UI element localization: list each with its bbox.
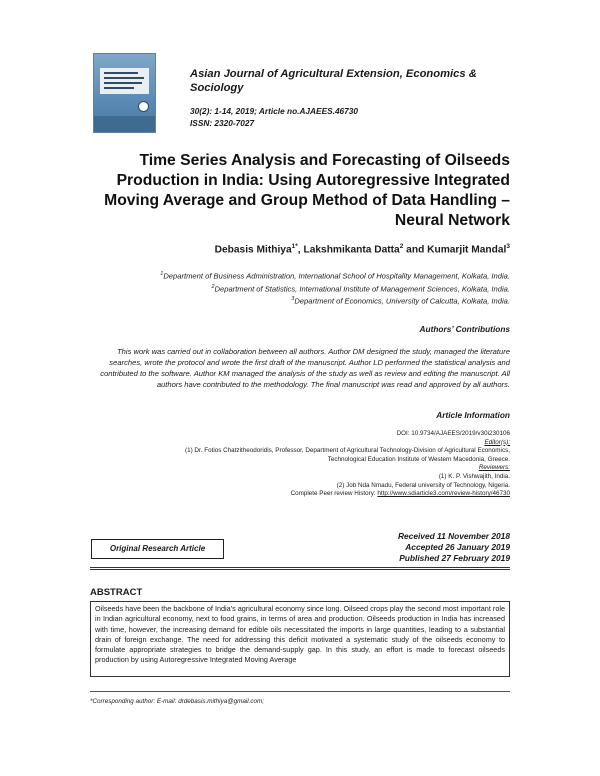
article-info	[90, 430, 510, 499]
abstract-heading: ABSTRACT	[90, 587, 143, 598]
affiliations	[100, 269, 510, 307]
issn: ISSN: 2320-7027	[190, 118, 255, 128]
date-accepted: Accepted 26 January 2019	[405, 542, 510, 552]
author-name: Debasis Mithiya	[214, 244, 292, 256]
affil-marker: 1	[160, 271, 164, 277]
corresponding-author-footnote: *Corresponding author: E-mail: drdebasis.mithiya@gmail.com;	[90, 698, 265, 705]
citation: 30(2): 1-14, 2019; Article no.AJAEES.46730	[190, 106, 359, 116]
author-affil-marker: 1*	[291, 243, 298, 250]
editor-entry-cont: Technological Education Institute of Western Macedonia, Greece.	[327, 455, 510, 463]
date-received: Received 11 November 2018	[397, 531, 510, 541]
author-name: Kumarjit Mandal	[427, 244, 507, 256]
affiliation	[100, 294, 510, 307]
doi: DOI: 10.9734/AJAEES/2019/v30i230106	[396, 430, 510, 437]
journal-name: Asian Journal of Agricultural Extension, Economics & Sociology	[190, 68, 477, 94]
reviewer-entry: (1) K. P. Vishwajith, India.	[438, 472, 510, 480]
author-affil-marker: 3	[506, 243, 510, 250]
affiliation	[100, 282, 510, 295]
affil-marker: 3	[291, 296, 295, 303]
editors-label: Editor(s):	[484, 438, 510, 446]
author-name: Lakshmikanta Datta	[303, 244, 400, 256]
author-affil-marker: 2	[399, 243, 404, 250]
contributions-text: This work was carried out in collaboration between all authors. Author DM designed the study, managed the literature searches, wrote the protocol and wrote the first draft of the manuscript. Author LD performed the statistical analysis and contributed to the software. Author KM managed the analysis of the study as well as review and editing the manuscript. All authors have contributed to the methodology. The final manuscript was read and approved by all authors.	[100, 347, 510, 389]
divider	[90, 567, 510, 568]
divider	[90, 569, 510, 570]
date-published: Published 27 February 2019	[399, 553, 510, 563]
affil-text: Department of Business Administration, International School of Hospitality Management, Kolkata, India.	[163, 271, 510, 281]
paper-title: Time Series Analysis and Forecasting of Oilseeds Production in India: Using Autoregressive Integrated Moving Average and Group Method of Data Handling – Neural Network	[104, 152, 510, 229]
review-history	[90, 490, 510, 499]
author-separator: ,	[297, 244, 304, 256]
author-separator: and	[403, 244, 428, 256]
affil-marker: 2	[211, 283, 215, 290]
footnote-divider	[90, 691, 510, 692]
publication-dates	[330, 531, 510, 564]
affil-text: Department of Economics, University of Calcutta, Kolkata, India.	[294, 296, 510, 306]
affil-text: Department of Statistics, International Institute of Management Sciences, Kolkata, India.	[214, 284, 510, 294]
abstract-text: Oilseeds have been the backbone of India's agricultural economy since long. Oilseed crops play the second most important role in Indian agricultural economy, next to food grains, in terms of area and production. Oilseeds production in India has increased with time, however, the increasing demand for edible oils necessitated the imports in large quantities, leading to a substantial drain of foreign exchange. The need for addressing this deficit motivated a systematic study of the oilseeds economy to formulate appropriate strategies to bridge the demand-supply gap. In this study, an effort is made to forecast oilseeds production by using Autoregressive Integrated Moving Average	[90, 601, 510, 677]
contributions-heading: Authors’ Contributions	[419, 324, 510, 334]
journal-cover-thumbnail	[93, 53, 156, 133]
article-info-heading: Article Information	[436, 410, 510, 420]
review-history-label: Complete Peer review History:	[290, 490, 378, 498]
editor-entry: (1) Dr. Fotios Chatzitheodoridis, Professor, Department of Agricultural Technology-Division of Agricultural Economics,	[184, 447, 510, 455]
reviewers-label: Reviewers:	[478, 464, 510, 472]
author-list	[100, 243, 510, 255]
affiliation	[100, 269, 510, 282]
review-history-link[interactable]: http://www.sdiarticle3.com/review-history/46730	[377, 490, 510, 498]
article-type-badge: Original Research Article	[91, 539, 224, 559]
reviewer-entry: (2) Job Nda Nmadu, Federal university of Technology, Nigeria.	[336, 481, 510, 489]
journal-meta	[190, 105, 490, 129]
